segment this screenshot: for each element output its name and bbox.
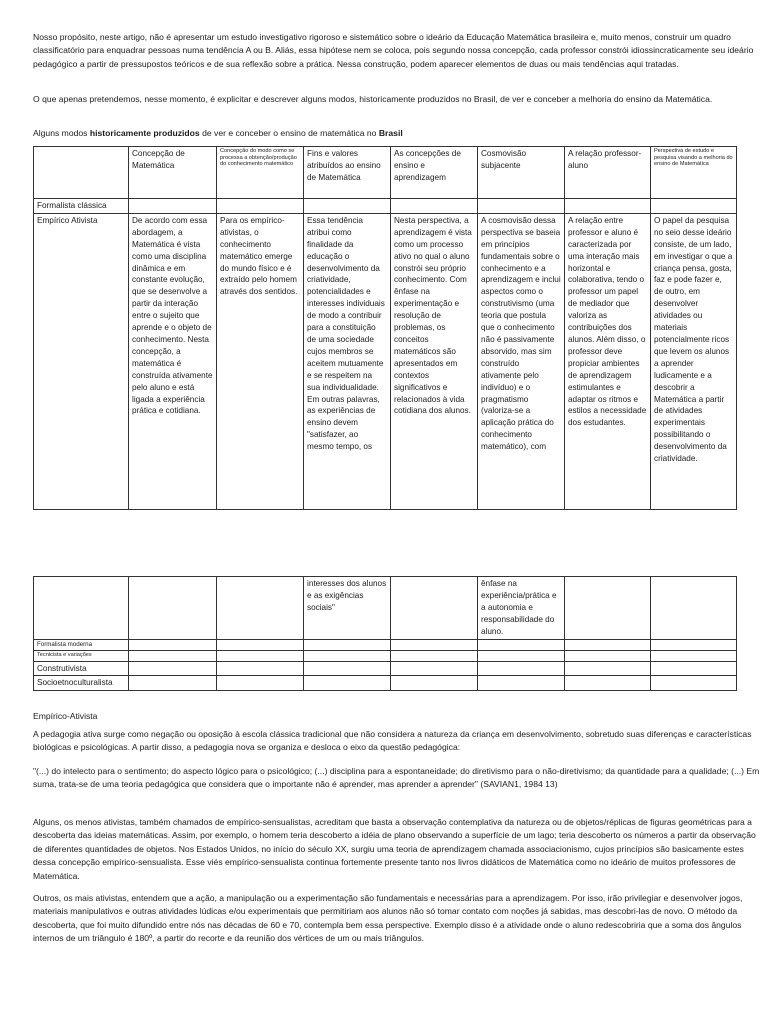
table-cell: [304, 639, 391, 650]
table-row: [34, 213, 737, 509]
header-ensino-aprendizagem: As concepções de ensino e aprendizagem: [391, 147, 478, 199]
table-cell: [391, 639, 478, 650]
cell-cosmovisao: A cosmovisão dessa perspectiva se baseia em princípios fundamentais sobre o conhecimento e a aprendizagem e inclui aspectos como o construtivismo (uma teoria que postula que o conhecimento não é passivamente absorvido, mas sim construído ativamente pelo indivíduo) e o pragmatismo (valoriza-se a aplicação prática do conhecimento matemático), com: [478, 213, 565, 509]
table-cell: [391, 676, 478, 691]
cell-producao-conhecimento: Para os empírico-ativistas, o conhecimento matemático emerge do mundo físico e é extraído pelo homem através dos sentidos.: [217, 213, 304, 509]
table-cell: [565, 650, 651, 661]
table-cell: [304, 650, 391, 661]
table-cell: [565, 661, 651, 676]
table-cell: [304, 661, 391, 676]
section-paragraph-1: A pedagogia ativa surge como negação ou oposição à escola clássica tradicional que não considera a natureza da criança em desenvolvimento, sobretudo suas diferenças e características biológicas e psicológicas. A partir disso, a pedagogia nova se organiza e desloca o eixo da questão pedagógica:: [33, 729, 752, 753]
table-cell: [651, 199, 737, 214]
row-label-construtivista: Construtivista: [34, 661, 129, 676]
section-quote: "(...) do intelecto para o sentimento; do aspecto lógico para o psicológico; (...) disciplina para a espontaneidade; do diretivismo para o não-diretivismo; da quantidade para a qualidade; (...) Em suma, trata-se de uma teoria pedagógica que considera que o importante não é aprender, mas aprender a aprender" (SAVIAN1, 1984 13): [33, 766, 760, 790]
header-producao-conhecimento: Concepção do modo como se processa a obtenção/produção do conhecimento matemático: [217, 147, 304, 199]
table-cell: [217, 199, 304, 214]
row-label-empirico-ativista: Empírico Ativista: [34, 213, 129, 509]
header-fins-valores: Fins e valores atribuídos ao ensino de Matemática: [304, 147, 391, 199]
row-label-formalista-moderna: Formalista moderna: [34, 639, 129, 650]
table-cell: [651, 639, 737, 650]
cell-perspectiva-pesquisa: O papel da pesquisa no seio desse ideário consiste, de um lado, em investigar o que a criança pensa, gosta, faz e pode fazer e, de outro, em desenvolver atividades ou materiais potencialmente ricos que levem os alunos a aprender ludicamente e a descobrir a Matemática a partir de atividades experimentais possibilitando o desenvolvimento da criatividade.: [651, 213, 737, 509]
table-cell: [565, 199, 651, 214]
section-paragraph-2: Alguns, os menos ativistas, também chamados de empírico-sensualistas, acreditam que basta a observação contemplativa da natureza ou de objetos/réplicas de figuras geométricas para a descoberta das ideias matemáticas. Assim, por exemplo, o homem teria descoberto a idéia de plano observando a superfície de um lago; teria descoberto os números a partir da observação de diferentes quantidades de objetos. Nos Estados Unidos, no início do século XX, surgiu uma teoria de aprendizagem chamada associacionismo, cujos princípios são basicamente estes dessa concepção empírico-sensualista. Esse viés empírico-sensualista continua fortemente presente tanto nos livros didáticos de Matemática como no ideário de muitos professores de Matemática.: [33, 817, 756, 881]
table-row: [34, 577, 737, 640]
table-cell: [391, 577, 478, 640]
table-row: [34, 639, 737, 650]
table-cell: [129, 650, 217, 661]
table-cell: [129, 639, 217, 650]
header-perspectiva-pesquisa: Perspectiva de estudo e pesquisa visando a melhoria do ensino de Matemática: [651, 147, 737, 199]
table-cell: [478, 199, 565, 214]
section-heading: Empírico-Ativista: [33, 711, 98, 721]
tendencies-table-continued: [33, 576, 737, 691]
table-row: [34, 199, 737, 214]
header-relacao-professor-aluno: A relação professor-aluno: [565, 147, 651, 199]
cell-concepcao-matematica: De acordo com essa abordagem, a Matemática é vista como uma disciplina dinâmica e em constante evolução, que se desenvolve a partir da interação entre o sujeito que aprende e o objeto de conhecimento. Nesta concepção, a matemática é construída ativamente pelo aluno e está ligada a experiência prática e cotidiana.: [129, 213, 217, 509]
table-caption: Alguns modos historicamente produzidos de ver e conceber o ensino de matemática no Brasil: [33, 128, 403, 138]
table-cell: [391, 650, 478, 661]
table-cell: [217, 650, 304, 661]
table-cell: [217, 639, 304, 650]
intro-paragraph-2: O que apenas pretendemos, nesse momento, é explicitar e descrever alguns modos, historicamente produzidos no Brasil, de ver e conceber a melhoria do ensino da Matemática.: [33, 94, 713, 104]
table-cell: [129, 577, 217, 640]
cell-relacao-professor-aluno: A relação entre professor e aluno é caracterizada por uma interação mais horizontal e colaborativa, tendo o professor um papel de mediador que valoriza as contribuições dos alunos. Além disso, o professor deve propiciar ambientes de aprendizagem estimulantes e adaptar os ritmos e estilos a necessidade dos estudantes.: [565, 213, 651, 509]
table-cell: [217, 661, 304, 676]
table-cell: [651, 676, 737, 691]
table-cell: [651, 650, 737, 661]
row-label-formalista-classica: Formalista clássica: [34, 199, 129, 214]
row-label-socioetnoculturalista: Socioetnoculturalista: [34, 676, 129, 691]
section-paragraph-3: Outros, os mais ativistas, entendem que a ação, a manipulação ou a experimentação são fundamentais e necessárias para a aprendizagem. Por isso, irão privilegiar e desenvolver jogos, materiais manipulativos e outras atividades lúdicas e/ou experimentais que permitiriam aos alunos não só tomar contato com noções já sabidas, mas descobri-las de novo. O método da descoberta, que foi muito difundido entre nós nas décadas de 60 e 70, contempla bem essa perspective. Exemplo disso é a atividade onde o aluno redescobriria que a soma dos ângulos internos de um triângulo é 180º, a partir do recorte e da reunião dos vértices de um ou mais triângulos.: [33, 893, 743, 944]
cell-fins-valores: Essa tendência atribui como finalidade da educação o desenvolvimento da criatividade, potencialidades e interesses individuais de modo a contribuir para a constituição de uma sociedade cujos membros se aceitem mutuamente e se respeitem na sua individualidade. Em outras palavras, as experiências de ensino devem "satisfazer, ao mesmo tempo, os: [304, 213, 391, 509]
header-cosmovisao: Cosmovisão subjacente: [478, 147, 565, 199]
cell-ensino-aprendizagem: Nesta perspectiva, a aprendizagem é vista como um processo ativo no qual o aluno constrói seu próprio conhecimento. Com ênfase na experimentação e resolução de problemas, os conceitos matemáticos são apresentados em contextos significativos e relacionados à vida cotidiana dos alunos.: [391, 213, 478, 509]
table-row: [34, 661, 737, 676]
cell-cosmovisao-continued: ênfase na experiência/prática e a autonomia e responsabilidade do aluno.: [478, 577, 565, 640]
table-cell: [217, 577, 304, 640]
table-cell: [304, 199, 391, 214]
table-cell: [129, 661, 217, 676]
tendencies-table: [33, 146, 737, 510]
table-cell: [129, 676, 217, 691]
table-row: [34, 650, 737, 661]
table-cell: [478, 639, 565, 650]
table-header-row: [34, 147, 737, 199]
table-row: [34, 676, 737, 691]
table-cell: [565, 577, 651, 640]
table-cell: [217, 676, 304, 691]
table-cell: [565, 639, 651, 650]
table-cell: [304, 676, 391, 691]
row-label-tecnicista: Tecnicista e variações: [34, 650, 129, 661]
intro-paragraph-1: Nosso propósito, neste artigo, não é apresentar um estudo investigativo rigoroso e sistemático sobre o ideário da Educação Matemática brasileira e, muito menos, construir um quadro classificatório para enquadrar pessoas numa tendência A ou B. Aliás, essa hipótese nem se coloca, pois segundo nossa concepção, cada professor constrói idiossincraticamente seu ideário pedagógico a partir de pressupostos teóricos e de sua reflexão sobre a prática. Nessa construção, podem aparecer elementos de duas ou mais tendências aqui tratadas.: [33, 32, 754, 69]
table-cell: [391, 199, 478, 214]
cell-fins-valores-continued: interesses dos alunos e as exigências sociais": [304, 577, 391, 640]
header-cell-empty: [34, 147, 129, 199]
table-cell: [129, 199, 217, 214]
table-cell: [651, 661, 737, 676]
table-cell: [478, 650, 565, 661]
table-cell: [651, 577, 737, 640]
table-cell: [565, 676, 651, 691]
table-cell: [34, 577, 129, 640]
header-concepcao-matematica: Concepção de Matemática: [129, 147, 217, 199]
table-cell: [478, 661, 565, 676]
table-cell: [391, 661, 478, 676]
table-cell: [478, 676, 565, 691]
